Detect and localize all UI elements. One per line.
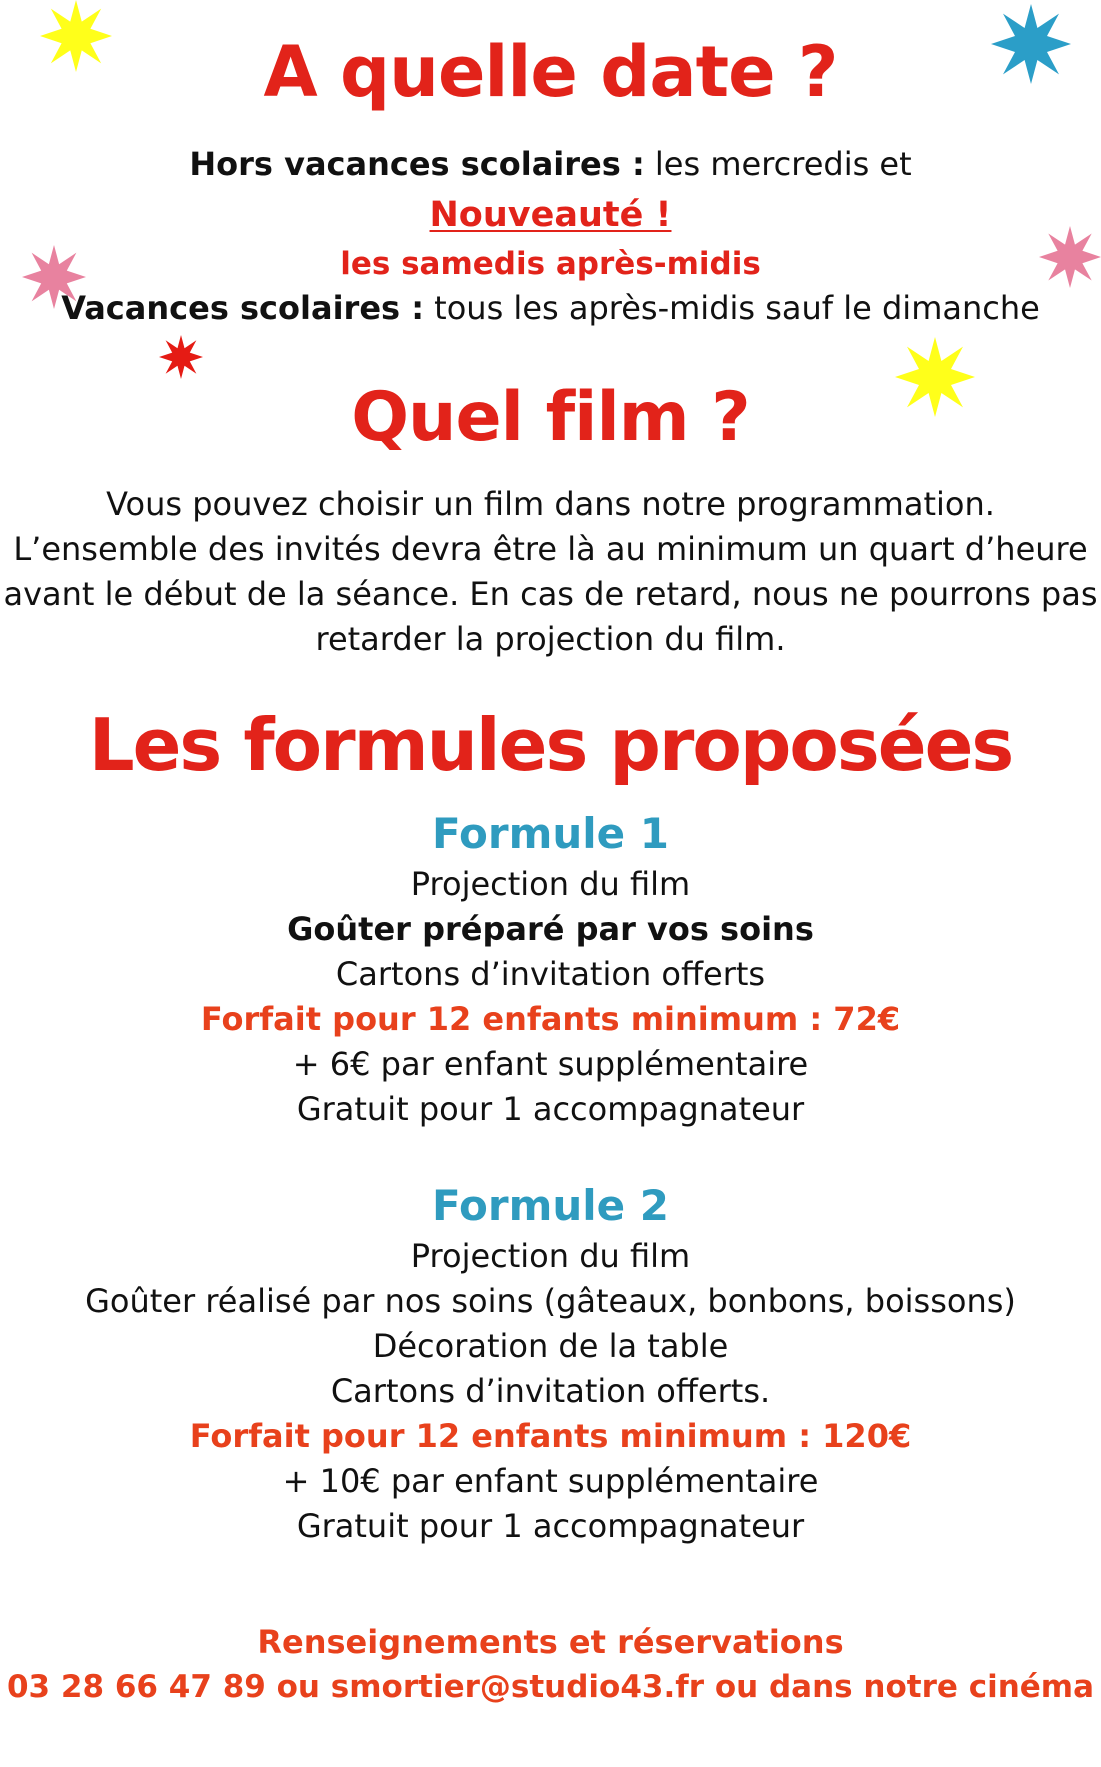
nouveaute-text: Nouveauté !: [429, 195, 672, 235]
formule2-free: Gratuit pour 1 accompagnateur: [296, 1507, 805, 1545]
formule1-price: Forfait pour 12 enfants minimum : 72€: [200, 1000, 901, 1038]
formules-title: Les formules proposées: [88, 703, 1013, 787]
formule1-line2: Goûter préparé par vos soins: [287, 910, 814, 948]
formule2-extra: + 10€ par enfant supplémentaire: [282, 1462, 819, 1500]
hors-vacances-line: [0, 142, 1101, 186]
contact-details[interactable]: 03 28 66 47 89 ou smortier@studio43.fr ou dans notre cinéma: [6, 1669, 1095, 1705]
formule2-title: Formule 2: [432, 1181, 669, 1230]
hors-vacances-value: les mercredis et: [644, 145, 912, 183]
film-line-4: retarder la projection du film.: [315, 620, 786, 658]
date-title: A quelle date ?: [263, 31, 838, 113]
film-line-3: avant le début de la séance. En cas de retard, nous ne pourrons pas: [3, 575, 1098, 613]
vacances-line: [0, 286, 1101, 330]
film-title: Quel film ?: [351, 378, 750, 457]
nouveaute-line: [0, 192, 1101, 244]
formule1-title: Formule 1: [432, 809, 669, 858]
formule1-extra: + 6€ par enfant supplémentaire: [292, 1045, 809, 1083]
hors-vacances-label: Hors vacances scolaires :: [189, 145, 645, 183]
formule1-line1: Projection du film: [410, 865, 691, 903]
samedis-text: les samedis après-midis: [340, 246, 761, 282]
vacances-label: Vacances scolaires :: [61, 289, 424, 327]
formule2-line2: Goûter réalisé par nos soins (gâteaux, bonbons, boissons): [85, 1282, 1016, 1320]
formule1-free: Gratuit pour 1 accompagnateur: [296, 1090, 805, 1128]
formule2-price: Forfait pour 12 enfants minimum : 120€: [189, 1417, 912, 1455]
vacances-value: tous les après-midis sauf le dimanche: [424, 289, 1040, 327]
film-line-2: L’ensemble des invités devra être là au minimum un quart d’heure: [13, 530, 1088, 568]
formule2-line1: Projection du film: [410, 1237, 691, 1275]
formule1-line3: Cartons d’invitation offerts: [335, 955, 766, 993]
contact-title: Renseignements et réservations: [257, 1623, 844, 1661]
film-line-1: Vous pouvez choisir un film dans notre programmation.: [106, 485, 995, 523]
formule2-line3: Décoration de la table: [372, 1327, 729, 1365]
formule2-line4: Cartons d’invitation offerts.: [330, 1372, 771, 1410]
